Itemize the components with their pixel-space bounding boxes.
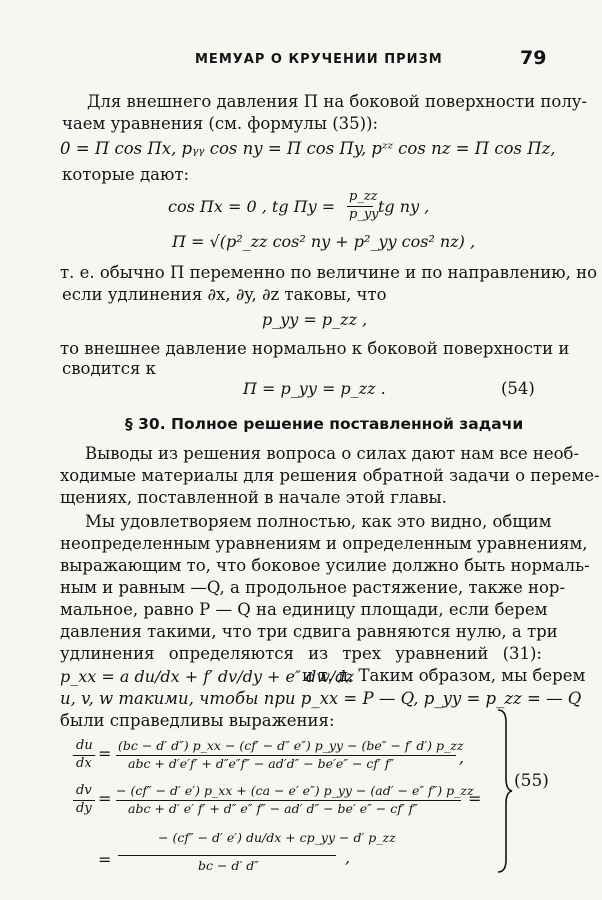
frac-num-pzz: p_zz [349,189,378,204]
eq55-l2-lhs-den: dy [76,801,92,816]
right-brace-icon [496,708,514,874]
eq55-number: (55) [514,771,549,791]
para5-line-3: выражающим то, что боковое усилие должно быть нормаль- [60,556,590,575]
equation-cos-right: tg ny , [378,197,430,216]
eq55-l3-den: bc − d′ d″ [198,858,259,873]
equation-54: Π = p_yy = p_zz . [243,379,386,398]
eq55-l1-equals: = [98,744,112,763]
which-give: которые дают: [62,165,190,184]
equation-cos-left: cos Πx = 0 , tg Πy = [168,197,336,216]
para4-line-2: ходимые материалы для решения обратной задачи о переме- [60,466,600,485]
para5-line-4: ным и равным —Q, а продольное растяжение, также нор- [60,578,566,597]
eq55-l1-comma: , [459,748,465,767]
eq55-l2-equals: = [98,789,112,808]
equation-54-number: (54) [501,379,535,398]
para5-line-1: Мы удовлетворяем полностью, как это видно, общим [85,512,552,531]
section-heading: § 30. Полное решение поставленной задачи [125,415,524,433]
eq55-l1-lhs-den: dx [76,756,92,771]
equation-top: 0 = Π cos Πx, pᵧᵧ cos ny = Π cos Πy, pᶻᶻ cos nz = Π cos Πz, [60,139,556,158]
equation-pi: Π = √(p²_zz cos² ny + p²_yy cos² nz) , [172,232,476,251]
eq55-l1-num: (bc − d′ d″) p_xx − (cf′ − d″ e″) p_yy − (be″ − f′ d′) p_zz [118,738,464,753]
para5-line-5: мальное, равно P — Q на единицу площади, если берем [60,600,548,619]
eq55-l3-equals: = [98,850,112,869]
equation-cos [168,197,335,216]
para4-line-1: Выводы из решения вопроса о силах дают нам все необ- [85,444,580,463]
intro-line-2: чаем уравнения (см. формулы (35)): [62,114,379,133]
eq55-l2-lhs-num: dv [76,783,92,798]
eq55-l2-num: − (cf″ − d′ e′) p_xx + (ca − e′ e″) p_yy − (ad′ − e″ f″) p_zz [116,783,474,798]
intro-line-1: Для внешнего давления Π на боковой поверхности полу- [87,92,588,111]
eq55-l3-bar [118,855,336,856]
eq55-l3-comma: , [345,848,351,867]
para3-line-2: сводится к [62,359,156,378]
para5-equation-tail: и т. д. Таким образом, мы берем [302,666,586,685]
eq55-l1-lhs-num: du [76,738,93,753]
para2-line-1: т. е. обычно Π переменно по величине и по направлению, но [60,263,598,282]
running-title: МЕМУАР О КРУЧЕНИИ ПРИЗМ [195,52,443,67]
equation-pyy-pzz: p_yy = p_zz , [262,310,368,329]
frac-den-pyy: p_yy [349,207,379,222]
para5-tail-line-1: u, v, w такими, чтобы при p_xx = P — Q, p_yy = p_zz = — Q [60,689,582,708]
para5-equation: p_xx = a du/dx + f′ dv/dy + e″ dw/dz [60,667,354,686]
para5-line-6: давления такими, что три сдвига равняются нулю, а три [60,622,558,641]
eq55-l2-den: abc + d′ e′ f′ + d″ e″ f″ − ad′ d″ − be′ e″ − cf′ f″ [128,801,418,816]
page-number: 79 [520,47,547,69]
eq55-l3-num: − (cf″ − d′ e′) du/dx + cp_yy − d′ p_zz [158,830,396,845]
para3-line-1: то внешнее давление нормально к боковой поверхности и [60,339,570,358]
eq55-l1-den: abc + d′e′f′ + d″e″f″ − ad′d″ − be′e″ − cf′ f″ [128,756,395,771]
eq55-l2-equals-right: = [468,789,482,808]
para5-tail-line-2: были справедливы выражения: [60,711,335,730]
para5-line-7: удлинения определяются из трех уравнений (31): [60,644,542,663]
para4-line-3: щениях, поставленной в начале этой главы. [60,488,447,507]
para5-line-2: неопределенным уравнениям и определенным уравнениям, [60,534,588,553]
para2-line-2: если удлинения ∂x, ∂y, ∂z таковы, что [62,285,387,304]
